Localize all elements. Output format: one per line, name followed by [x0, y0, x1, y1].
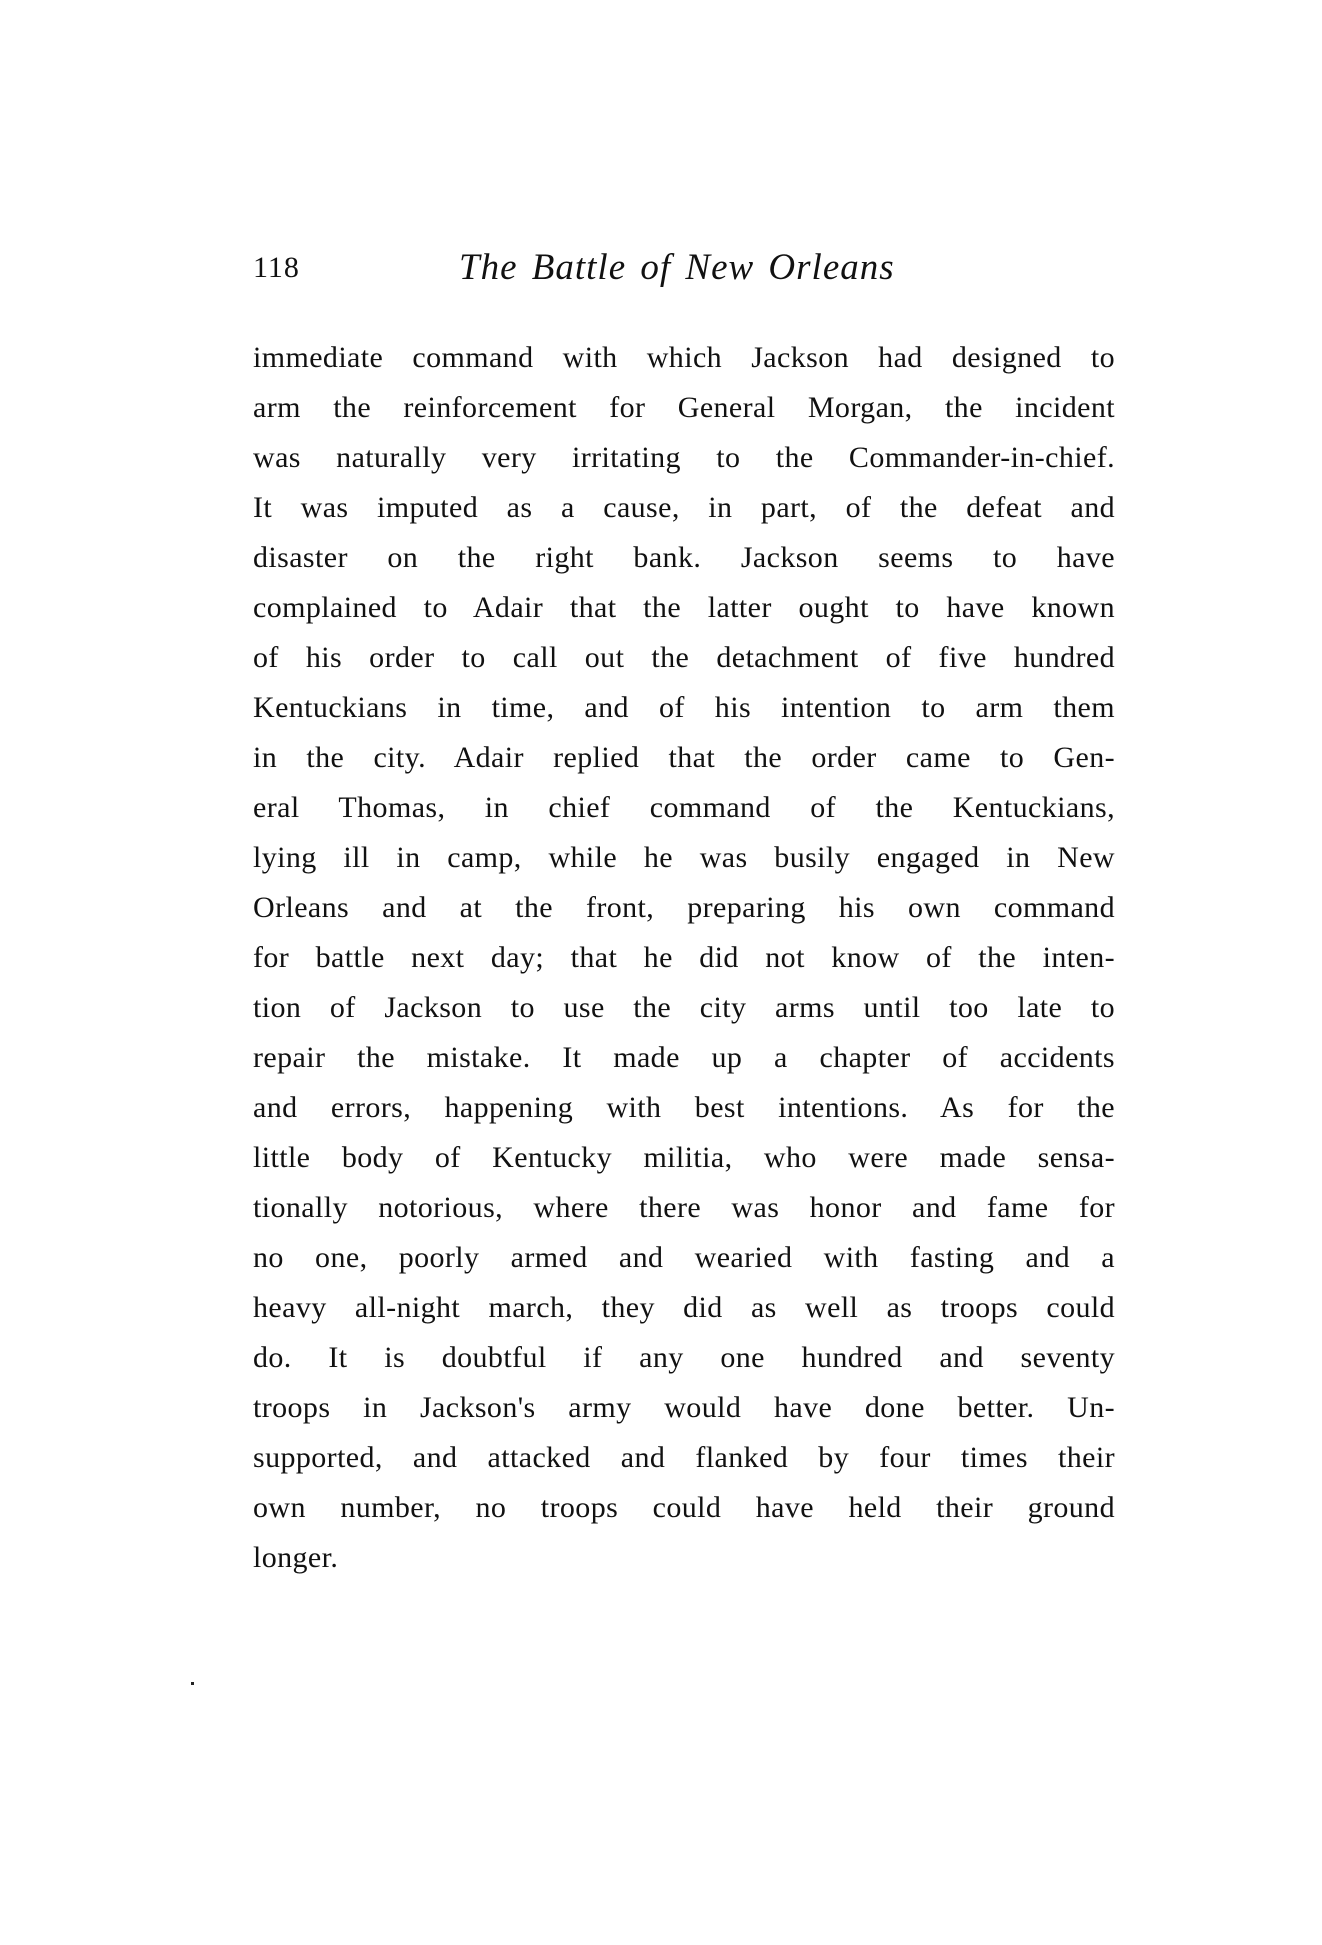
text-line: Orleans and at the front, preparing his own command — [253, 891, 1115, 924]
text-line: supported, and attacked and flanked by four times their — [253, 1441, 1115, 1474]
text-line: repair the mistake. It made up a chapter of accidents — [253, 1041, 1115, 1074]
text-line: in the city. Adair replied that the order came to Gen- — [253, 741, 1115, 774]
text-line: for battle next day; that he did not know of the inten- — [253, 941, 1115, 974]
text-line: disaster on the right bank. Jackson seems to have — [253, 541, 1115, 574]
text-line: little body of Kentucky militia, who were made sensa- — [253, 1141, 1115, 1174]
body-text — [253, 333, 1115, 1583]
text-line: own number, no troops could have held their ground — [253, 1491, 1115, 1524]
text-line: do. It is doubtful if any one hundred and seventy — [253, 1341, 1115, 1374]
text-line-last: longer. — [253, 1541, 339, 1574]
text-line: tionally notorious, where there was honor and fame for — [253, 1191, 1115, 1224]
text-line: tion of Jackson to use the city arms until too late to — [253, 991, 1115, 1024]
text-line: heavy all-night march, they did as well as troops could — [253, 1291, 1115, 1324]
text-line: arm the reinforcement for General Morgan, the incident — [253, 391, 1115, 424]
text-line: It was imputed as a cause, in part, of the defeat and — [253, 491, 1115, 524]
running-head — [253, 246, 1115, 290]
text-line: complained to Adair that the latter ought to have known — [253, 591, 1115, 624]
text-line: was naturally very irritating to the Commander-in-chief. — [253, 441, 1115, 474]
running-title: The Battle of New Orleans — [459, 247, 895, 288]
text-line: eral Thomas, in chief command of the Kentuckians, — [253, 791, 1115, 824]
text-line: Kentuckians in time, and of his intention to arm them — [253, 691, 1115, 724]
text-line: troops in Jackson's army would have done better. Un- — [253, 1391, 1115, 1424]
text-line: lying ill in camp, while he was busily engaged in New — [253, 841, 1115, 874]
text-line: immediate command with which Jackson had designed to — [253, 341, 1115, 374]
scan-speck — [191, 1682, 194, 1685]
text-line: no one, poorly armed and wearied with fasting and a — [253, 1241, 1115, 1274]
text-line: of his order to call out the detachment of five hundred — [253, 641, 1115, 674]
page-number: 118 — [253, 251, 300, 284]
text-line: and errors, happening with best intentions. As for the — [253, 1091, 1115, 1124]
